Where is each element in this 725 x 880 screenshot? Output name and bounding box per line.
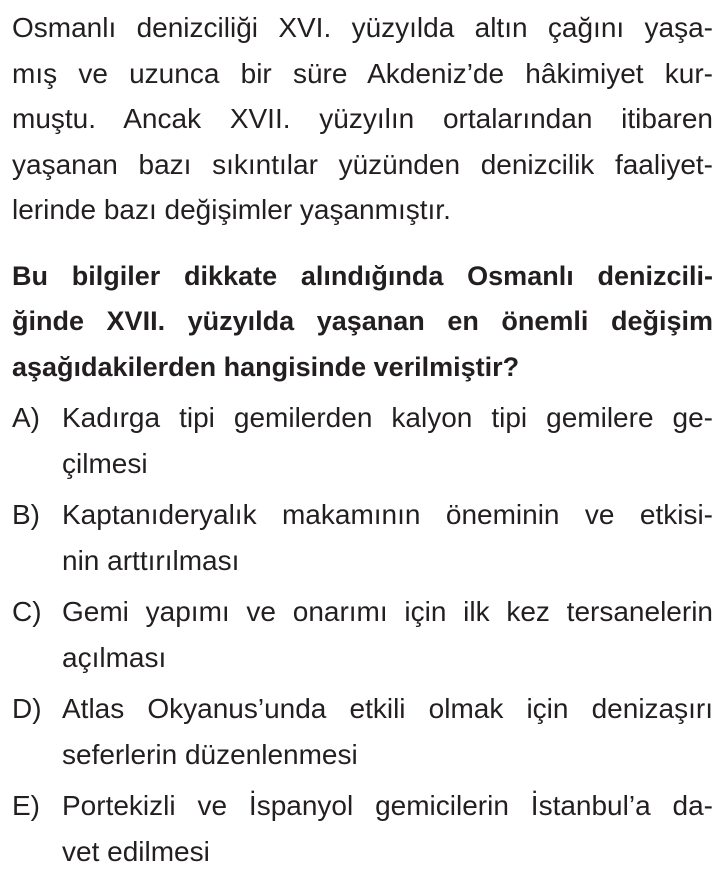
question-line: Bu bilgiler dikkate alındığında Osmanlı denizcili- bbox=[12, 260, 713, 291]
option-text bbox=[62, 492, 713, 583]
option-text bbox=[62, 395, 713, 486]
option-line: Atlas Okyanus’unda etkili olmak için denizaşırı bbox=[62, 693, 713, 724]
option-letter: B) bbox=[12, 499, 40, 530]
option-a[interactable] bbox=[12, 395, 713, 486]
option-d[interactable] bbox=[12, 686, 713, 777]
option-text bbox=[62, 686, 713, 777]
intro-paragraph bbox=[12, 5, 713, 233]
question-line: ğinde XVII. yüzyılda yaşanan en önemli değişim bbox=[12, 306, 713, 336]
option-c[interactable] bbox=[12, 589, 713, 680]
question-stem bbox=[12, 254, 713, 391]
option-line: Kaptanıderyalık makamının öneminin ve etkisi- bbox=[62, 499, 713, 530]
option-line: Portekizli ve İspanyol gemicilerin İstanbul’a da- bbox=[62, 790, 713, 821]
intro-line: yaşanan bazı sıkıntılar yüzünden denizcilik faaliyet- bbox=[12, 148, 713, 180]
option-line: açılması bbox=[62, 641, 167, 673]
option-line: çilmesi bbox=[62, 447, 148, 479]
option-line: vet edilmesi bbox=[62, 835, 210, 867]
intro-line: lerinde bazı değişimler yaşanmıştır. bbox=[12, 194, 451, 225]
option-letter: E) bbox=[12, 790, 40, 821]
option-text bbox=[62, 783, 713, 874]
option-line: Kadırga tipi gemilerden kalyon tipi gemilere ge- bbox=[62, 402, 713, 433]
option-text bbox=[62, 589, 713, 680]
option-line: seferlerin düzenlenmesi bbox=[62, 738, 358, 770]
answer-options bbox=[12, 395, 713, 874]
option-letter: A) bbox=[12, 402, 40, 433]
intro-line: Osmanlı denizciliği XVI. yüzyılda altın çağını yaşa- bbox=[12, 12, 713, 43]
question-page bbox=[12, 0, 713, 880]
option-b[interactable] bbox=[12, 492, 713, 583]
option-letter: D) bbox=[12, 693, 42, 724]
option-line: nin arttırılması bbox=[62, 544, 240, 576]
option-line: Gemi yapımı ve onarımı için ilk kez tersanelerin bbox=[62, 596, 713, 627]
question-line: aşağıdakilerden hangisinde verilmiştir? bbox=[12, 351, 520, 382]
option-letter: C) bbox=[12, 596, 42, 627]
option-e[interactable] bbox=[12, 783, 713, 874]
intro-line: mış ve uzunca bir süre Akdeniz’de hâkimiyet kur- bbox=[12, 57, 713, 89]
intro-line: muştu. Ancak XVII. yüzyılın ortalarından itibaren bbox=[12, 103, 713, 134]
